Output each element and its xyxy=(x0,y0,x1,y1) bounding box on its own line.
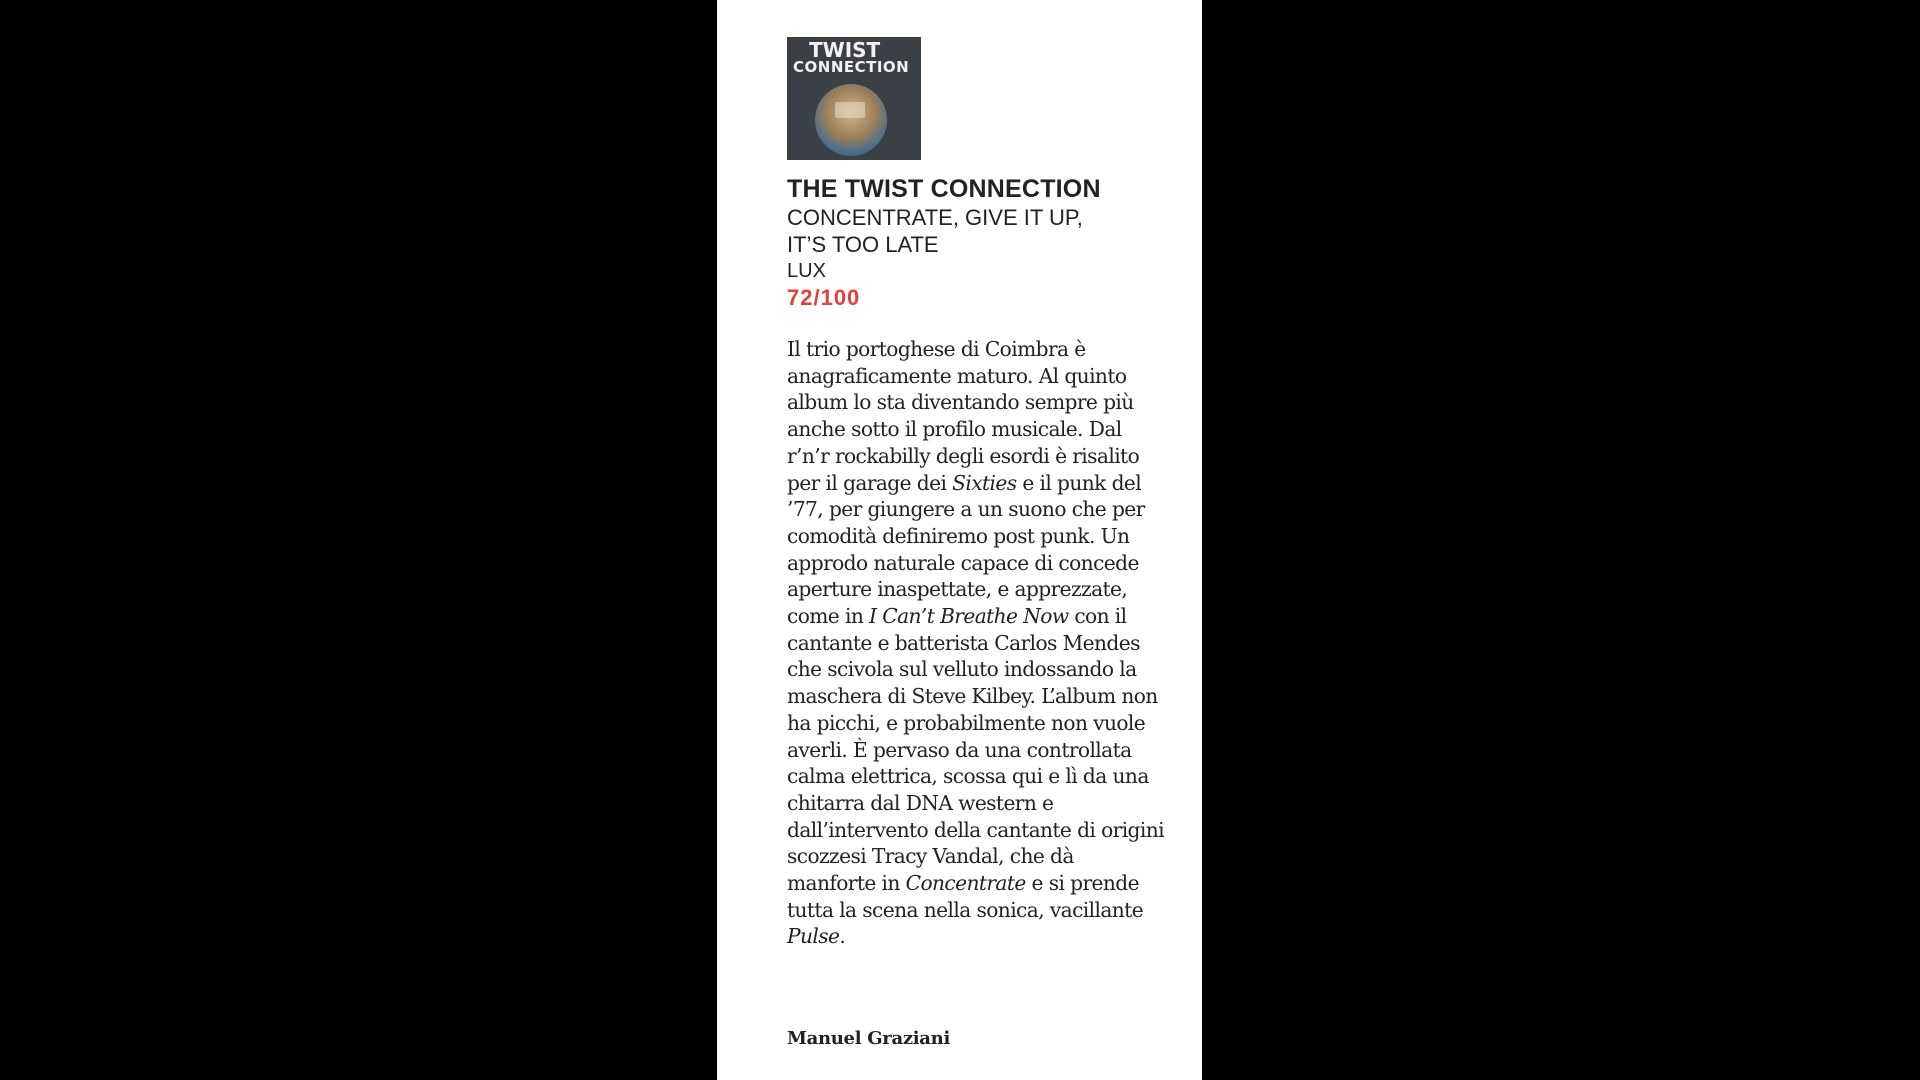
review-text-2: e il punk del ’77, per giungere a un suono che per comodità definiremo post punk. Un approdo naturale capace di concede aperture inaspettate, e apprezzate, come in xyxy=(787,470,1145,629)
album-title-line1: CONCENTRATE, GIVE IT UP, xyxy=(787,205,1083,230)
review-author: Manuel Graziani xyxy=(787,1028,950,1049)
review-italic-track-1: I Can’t Breathe Now xyxy=(869,604,1069,629)
record-label: LUX xyxy=(787,260,826,282)
review-italic-sixties: Sixties xyxy=(952,470,1017,495)
review-text-1: Il trio portoghese di Coimbra è anagraficamente maturo. Al quinto album lo sta diventando sempre più anche sotto il profilo musicale. Dal r’n’r rockabilly degli esordi è risalito per il garage dei xyxy=(787,337,1140,495)
review-header xyxy=(787,174,1187,311)
album-cover-image xyxy=(787,37,921,160)
review-text-5: . xyxy=(839,924,846,949)
review-score: 72/100 xyxy=(787,285,861,310)
album-title-line2: IT’S TOO LATE xyxy=(787,232,939,257)
review-text-4: e si prende tutta la scena nella sonica, vacillante xyxy=(787,871,1144,922)
review-body xyxy=(787,336,1167,950)
artist-name: THE TWIST CONNECTION xyxy=(787,175,1101,203)
album-title xyxy=(787,204,1187,258)
review-text-3: con il cantante e batterista Carlos Mendes che scivola sul velluto indossando la maschera di Steve Kilbey. L’album non ha picchi, e probabilmente non vuole averli. È pervaso da una controllata calma elettrica, scossa qui e lì da una chitarra dal DNA western e dall’intervento della cantante di origini scozzesi Tracy Vandal, che dà manforte in xyxy=(787,604,1164,896)
cover-title-line1: TWIST xyxy=(809,38,881,62)
review-italic-track-2: Concentrate xyxy=(905,871,1026,896)
magazine-page xyxy=(717,0,1202,1080)
cover-title xyxy=(793,38,910,76)
review-italic-track-3: Pulse xyxy=(787,924,840,949)
cover-title-line2: CONNECTION xyxy=(793,58,910,76)
cover-artwork-circle xyxy=(815,84,887,156)
